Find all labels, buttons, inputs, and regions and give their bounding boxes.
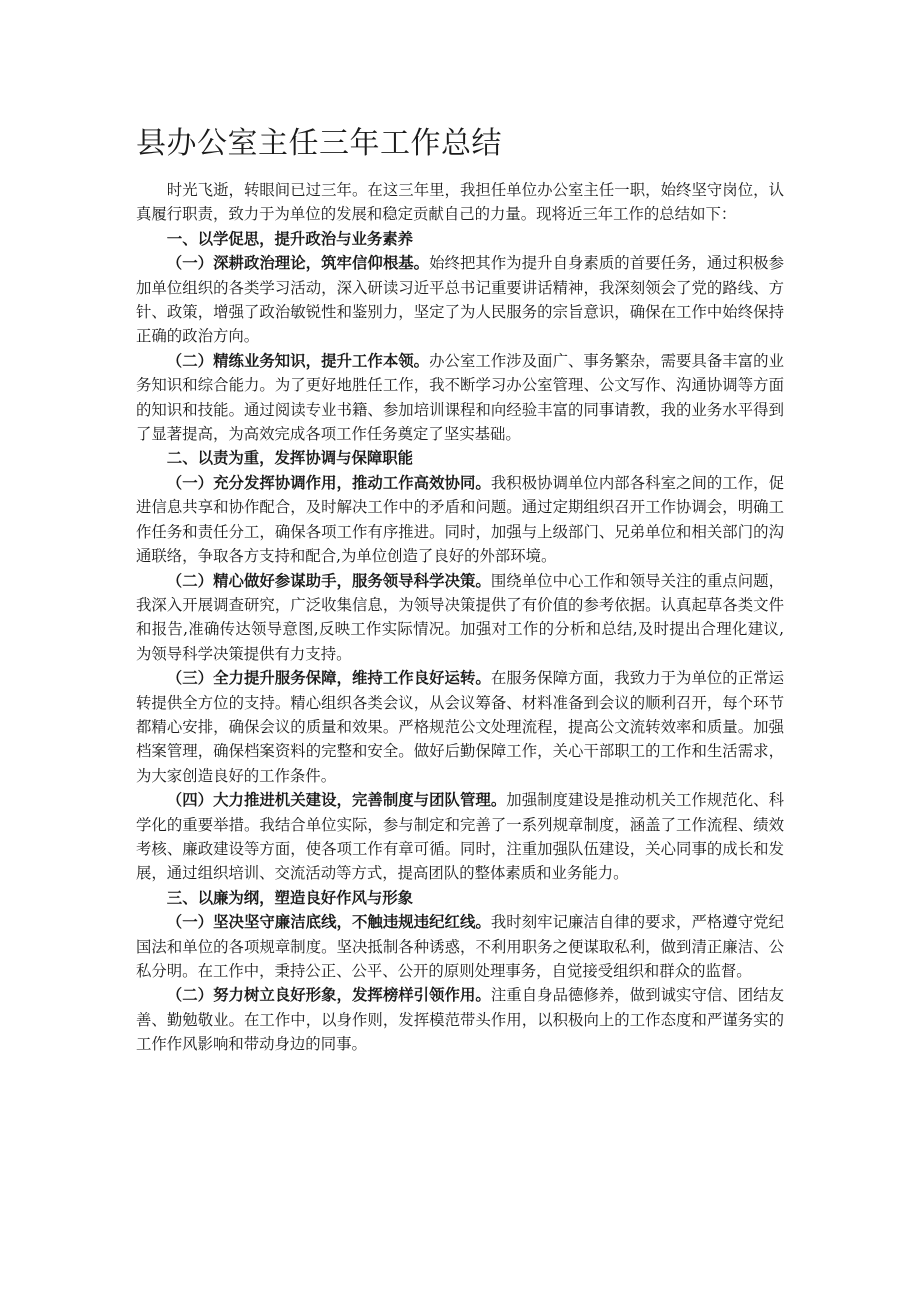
section-1-item-2-text: 办公室工作涉及面广、事务繁杂，需要具备丰富的业务知识和综合能力。为了更好地胜任工作，我不断学习办公室管理、公文写作、沟通协调等方面的知识和技能。通过阅读专业书籍、参加培训课程和向经验丰富的同事请教，我的业务水平得到了显著提高，为高效完成各项工作任务奠定了坚实基础。 xyxy=(136,351,784,444)
section-2-item-3-lead: （三）全力提升服务保障，维持工作良好运转。 xyxy=(166,669,491,688)
section-1-heading: 一、以学促思，提升政治与业务素养 xyxy=(166,229,414,248)
section-2-item-1-text: 我积极协调单位内部各科室之间的工作，促进信息共享和协作配合，及时解决工作中的矛盾和问题。通过定期组织召开工作协调会，明确工作任务和责任分工，确保各项工作有序推进。同时，加强与上级部门、兄弟单位和相关部门的沟通联络，争取各方支持和配合,为单位创造了良好的外部环境。 xyxy=(136,473,784,566)
section-2-item-2 xyxy=(136,569,784,667)
section-1-item-1-lead: （一）深耕政治理论，筑牢信仰根基。 xyxy=(166,254,430,273)
intro-paragraph: 时光飞逝，转眼间已过三年。在这三年里，我担任单位办公室主任一职，始终坚守岗位，认真履行职责，致力于为单位的发展和稳定贡献自己的力量。现将近三年工作的总结如下： xyxy=(136,181,784,224)
document-title: 县办公室主任三年工作总结 xyxy=(136,126,502,161)
section-2-item-2-text: 围绕单位中心工作和领导关注的重点问题，我深入开展调查研究，广泛收集信息，为领导决策提供了有价值的参考依据。认真起草各类文件和报告,准确传达领导意图,反映工作实际情况。加强对工作的分析和总结,及时提出合理化建议,为领导科学决策提供有力支持。 xyxy=(136,571,784,663)
section-3-item-2-lead: （二）努力树立良好形象，发挥榜样引领作用。 xyxy=(166,986,491,1005)
section-2-item-4-lead: （四）大力推进机关建设，完善制度与团队管理。 xyxy=(166,791,507,810)
section-3-item-1-text: 我时刻牢记廉洁自律的要求，严格遵守党纪国法和单位的各项规章制度。坚决抵制各种诱惑，不利用职务之便谋取私利，做到清正廉洁、公私分明。在工作中，秉持公正、公平、公开的原则处理事务，自觉接受组织和群众的监督。 xyxy=(136,913,784,980)
section-2-item-1 xyxy=(136,471,784,569)
section-2-item-3 xyxy=(136,666,784,788)
section-1-item-2 xyxy=(136,349,784,447)
section-1-item-1 xyxy=(136,251,784,349)
section-3-item-2 xyxy=(136,983,784,1056)
document-body xyxy=(136,178,784,1057)
section-1-item-2-lead: （二）精练业务知识，提升工作本领。 xyxy=(166,351,430,370)
section-3-item-1-lead: （一）坚决坚守廉洁底线，不触违规违纪红线。 xyxy=(166,913,491,932)
section-2-item-4 xyxy=(136,788,784,886)
section-1-item-1-text: 始终把其作为提升自身素质的首要任务，通过积极参加单位组织的各类学习活动，深入研读习近平总书记重要讲话精神，我深刻领会了党的路线、方针、政策，增强了政治敏锐性和鉴别力，坚定了为人民服务的宗旨意识，确保在工作中始终保持正确的政治方向。 xyxy=(136,254,784,346)
section-3-item-1 xyxy=(136,910,784,983)
section-2-item-4-text: 加强制度建设是推动机关工作规范化、科学化的重要举措。我结合单位实际，参与制定和完善了一系列规章制度，涵盖了工作流程、绩效考核、廉政建设等方面，使各项工作有章可循。同时，注重加强队伍建设，关心同事的成长和发展，通过组织培训、交流活动等方式，提高团队的整体素质和业务能力。 xyxy=(136,791,784,883)
section-2-item-2-lead: （二）精心做好参谋助手，服务领导科学决策。 xyxy=(166,571,491,590)
section-2-item-3-text: 在服务保障方面，我致力于为单位的正常运转提供全方位的支持。精心组织各类会议，从会议筹备、材料准备到会议的顺利召开，每个环节都精心安排，确保会议的质量和效果。严格规范公文处理流程，提高公文流转效率和质量。加强档案管理，确保档案资料的完整和安全。做好后勤保障工作，关心干部职工的工作和生活需求，为大家创造良好的工作条件。 xyxy=(136,669,784,785)
section-3-heading: 三、以廉为纲，塑造良好作风与形象 xyxy=(166,888,414,907)
section-3-item-2-text: 注重自身品德修养，做到诚实守信、团结友善、勤勉敬业。在工作中，以身作则，发挥模范带头作用，以积极向上的工作态度和严谨务实的工作作风影响和带动身边的同事。 xyxy=(136,986,784,1054)
section-2-item-1-lead: （一）充分发挥协调作用，推动工作高效协同。 xyxy=(166,473,491,492)
section-2-heading: 二、以责为重，发挥协调与保障职能 xyxy=(166,449,414,468)
